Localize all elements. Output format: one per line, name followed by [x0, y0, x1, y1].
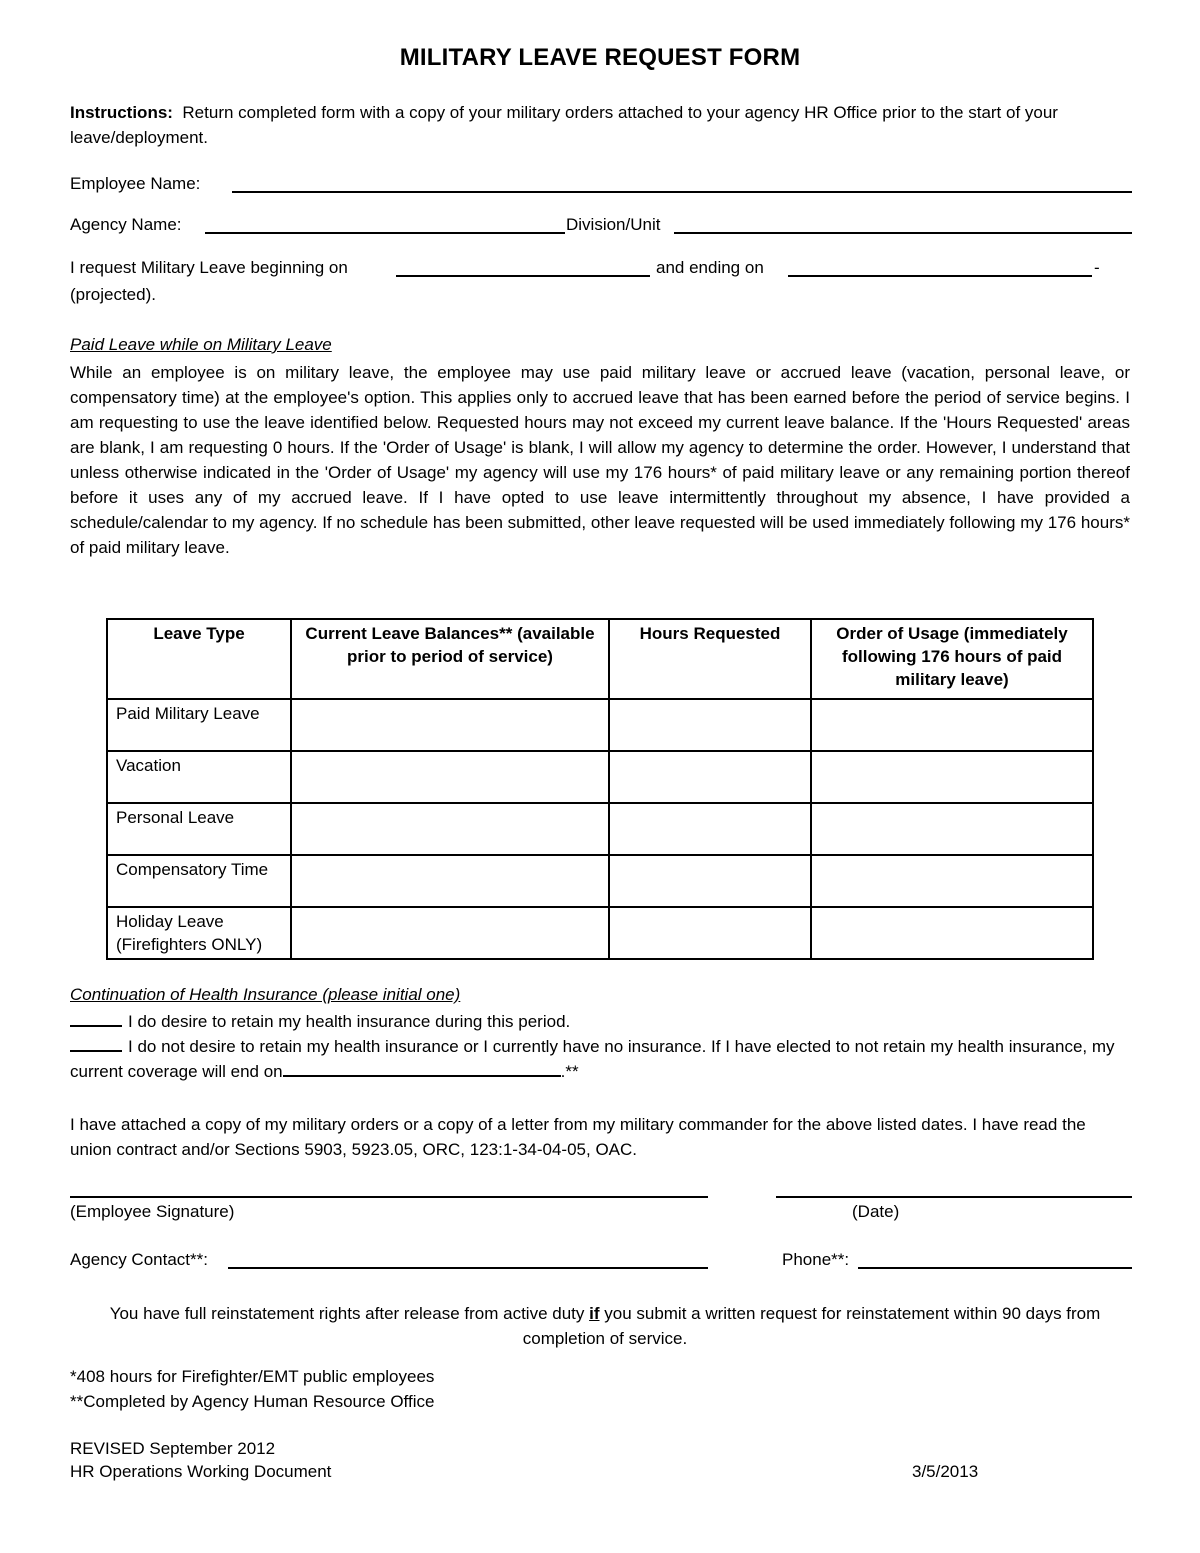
insurance-decline-suffix: .**	[560, 1062, 579, 1081]
table-row	[107, 855, 1093, 907]
employee-signature-field[interactable]	[70, 1196, 708, 1198]
reinstatement-text-after: you submit a written request for reinstatement within 90 days from completion of service.	[522, 1304, 1101, 1348]
division-unit-label: Division/Unit	[566, 215, 661, 234]
insurance-decline-text: I do not desire to retain my health insurance or I currently have no insurance. If I have elected to not retain my health insurance, my current coverage will end on	[70, 1037, 1115, 1081]
order-cell[interactable]	[811, 699, 1093, 751]
insurance-retain-text: I do desire to retain my health insurance during this period.	[128, 1012, 571, 1031]
form-title: MILITARY LEAVE REQUEST FORM	[399, 44, 801, 71]
leave-end-label: and ending on	[656, 258, 764, 277]
hours-cell[interactable]	[609, 855, 811, 907]
header-leave-type: Leave Type	[107, 619, 291, 699]
leave-table	[106, 618, 1094, 960]
insurance-heading: Continuation of Health Insurance (please initial one)	[70, 985, 461, 1004]
footnote-2: **Completed by Agency Human Resource Office	[70, 1392, 435, 1411]
date-field[interactable]	[776, 1196, 1132, 1198]
leave-end-dash: -	[1094, 258, 1100, 277]
division-unit-field[interactable]	[674, 232, 1132, 234]
table-row	[107, 699, 1093, 751]
hours-cell[interactable]	[609, 699, 811, 751]
balance-cell[interactable]	[291, 855, 609, 907]
hours-cell[interactable]	[609, 803, 811, 855]
balance-cell[interactable]	[291, 803, 609, 855]
leave-begin-date-field[interactable]	[396, 275, 650, 277]
header-hours-requested: Hours Requested	[609, 619, 811, 699]
order-cell[interactable]	[811, 855, 1093, 907]
footer-date: 3/5/2013	[912, 1462, 979, 1481]
table-row	[107, 803, 1093, 855]
table-row	[107, 907, 1093, 959]
balance-cell[interactable]	[291, 907, 609, 959]
insurance-decline-initial-field[interactable]	[70, 1034, 122, 1052]
employee-name-label: Employee Name:	[70, 174, 201, 193]
row-label-personal-leave: Personal Leave	[107, 803, 291, 855]
hours-cell[interactable]	[609, 907, 811, 959]
leave-begin-label: I request Military Leave beginning on	[70, 258, 348, 277]
projected-label: (projected).	[70, 285, 156, 304]
reinstatement-if: if	[589, 1304, 600, 1323]
agency-contact-field[interactable]	[228, 1267, 708, 1269]
instructions-paragraph	[70, 100, 1132, 150]
row-label-vacation: Vacation	[107, 751, 291, 803]
balance-cell[interactable]	[291, 699, 609, 751]
reinstatement-text-before: You have full reinstatement rights after release from active duty	[109, 1304, 585, 1323]
phone-label: Phone**:	[782, 1250, 850, 1269]
row-label-holiday-leave: Holiday Leave (Firefighters ONLY)	[107, 907, 291, 959]
instructions-text: Return completed form with a copy of your military orders attached to your agency HR Office prior to the start of your leave/deployment.	[70, 103, 1058, 147]
employee-name-field[interactable]	[232, 191, 1132, 193]
coverage-end-date-field[interactable]	[283, 1059, 561, 1077]
paid-leave-body: While an employee is on military leave, the employee may use paid military leave or accrued leave (vacation, personal leave, or compensatory time) at the employee's option. This applies only to accrued leave that has been earned before the period of service begins. I am requesting to use the leave identified below. Requested hours may not exceed my current leave balance. If the 'Hours Requested' areas are blank, I am requesting 0 hours. If the 'Order of Usage' is blank, I will allow my agency to determine the order. However, I understand that unless otherwise indicated in the 'Order of Usage' my agency will use my 176 hours* of paid military leave or any remaining portion thereof before it uses any of my accrued leave. If I have opted to use leave intermittently throughout my absence, I have provided a schedule/calendar to my agency. If no schedule has been submitted, other leave requested will be used immediately following my 176 hours* of paid military leave.	[70, 363, 1130, 557]
insurance-option-2	[70, 1034, 1130, 1084]
date-label: (Date)	[852, 1202, 900, 1221]
footer-revised: REVISED September 2012	[70, 1439, 276, 1458]
leave-end-date-field[interactable]	[788, 275, 1092, 277]
order-cell[interactable]	[811, 803, 1093, 855]
header-current-balances: Current Leave Balances** (available prior to period of service)	[291, 619, 609, 699]
table-row	[107, 751, 1093, 803]
phone-field[interactable]	[858, 1267, 1132, 1269]
attestation-text: I have attached a copy of my military orders or a copy of a letter from my military commander for the above listed dates. I have read the union contract and/or Sections 5903, 5923.05, ORC, 123:1-34-04-05, OAC.	[70, 1115, 1086, 1159]
instructions-label: Instructions:	[70, 103, 173, 122]
row-label-compensatory-time: Compensatory Time	[107, 855, 291, 907]
insurance-retain-initial-field[interactable]	[70, 1009, 122, 1027]
agency-name-field[interactable]	[205, 232, 565, 234]
agency-contact-label: Agency Contact**:	[70, 1250, 208, 1269]
agency-name-label: Agency Name:	[70, 215, 182, 234]
paid-leave-heading: Paid Leave while on Military Leave	[70, 335, 332, 354]
leave-table-header-row	[107, 619, 1093, 699]
employee-signature-label: (Employee Signature)	[70, 1202, 235, 1221]
order-cell[interactable]	[811, 751, 1093, 803]
row-label-paid-military-leave: Paid Military Leave	[107, 699, 291, 751]
insurance-option-1	[70, 1009, 1130, 1034]
footnote-1: *408 hours for Firefighter/EMT public employees	[70, 1367, 435, 1386]
reinstatement-notice	[70, 1301, 1140, 1351]
order-cell[interactable]	[811, 907, 1093, 959]
footer-doc-name: HR Operations Working Document	[70, 1462, 332, 1481]
balance-cell[interactable]	[291, 751, 609, 803]
header-order-of-usage: Order of Usage (immediately following 176 hours of paid military leave)	[811, 619, 1093, 699]
hours-cell[interactable]	[609, 751, 811, 803]
